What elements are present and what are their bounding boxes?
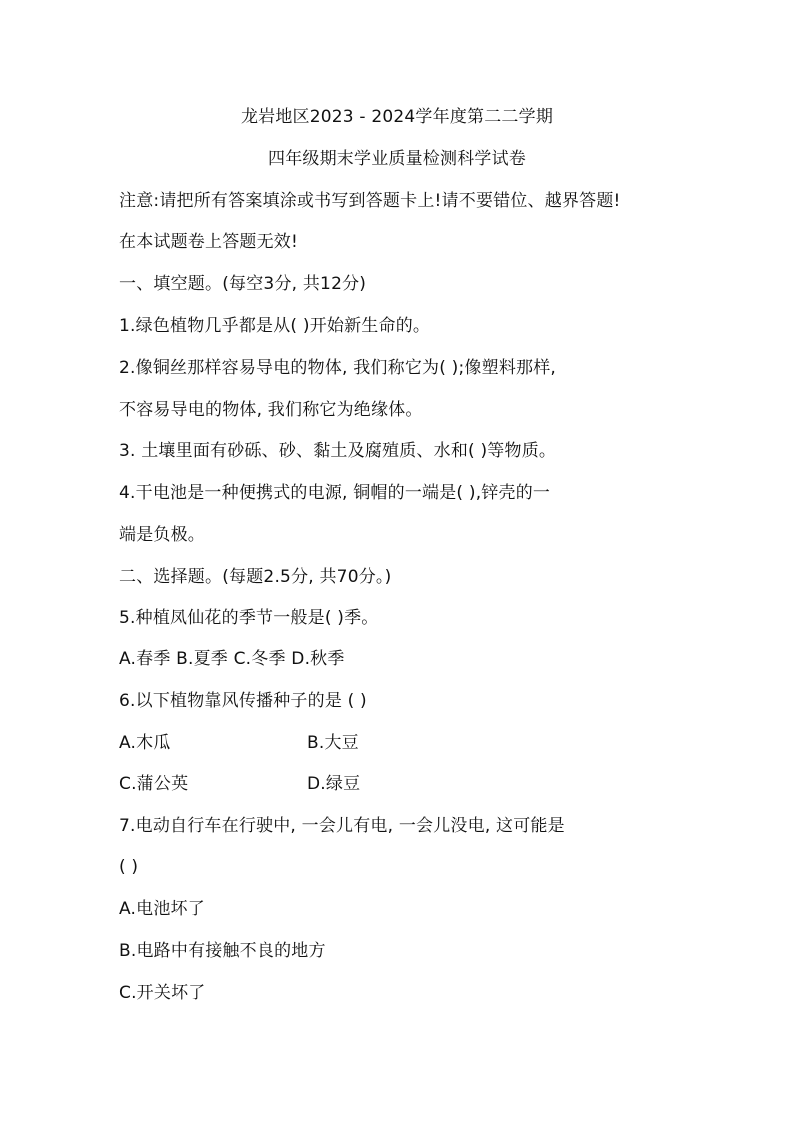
question-6-option-a: A.木瓜 [119,733,171,753]
question-6-option-c: C.蒲公英 [119,774,189,794]
question-2-line-1: 2.像铜丝那样容易导电的物体, 我们称它为( );像塑料那样, [119,358,557,378]
question-6: 6.以下植物靠风传播种子的是 ( ) [119,691,367,711]
question-7-line-1: 7.电动自行车在行驶中, 一会儿有电, 一会儿没电, 这可能是 [119,816,565,836]
section-1-heading: 一、填空题。(每空3分, 共12分) [119,274,367,294]
question-7-option-a: A.电池坏了 [119,899,205,919]
question-4-line-2: 端是负极。 [119,525,205,545]
question-6-option-d: D.绿豆 [307,774,361,794]
exam-subtitle: 四年级期末学业质量检测科学试卷 [268,149,526,169]
question-1: 1.绿色植物几乎都是从( )开始新生命的。 [119,316,431,336]
notice-line-2: 在本试题卷上答题无效! [119,232,299,252]
question-3: 3. 土壤里面有砂砾、砂、黏土及腐殖质、水和( )等物质。 [119,441,557,461]
question-7-option-b: B.电路中有接触不良的地方 [119,941,326,961]
question-5: 5.种植凤仙花的季节一般是( )季。 [119,608,379,628]
notice-line-1: 注意:请把所有答案填涂或书写到答题卡上!请不要错位、越界答题! [119,191,621,211]
section-2-heading: 二、选择题。(每题2.5分, 共70分。) [119,567,392,587]
question-7-option-c: C.开关坏了 [119,983,206,1003]
question-6-option-b: B.大豆 [307,733,359,753]
question-4-line-1: 4.干电池是一种便携式的电源, 铜帽的一端是( ),锌壳的一 [119,483,551,503]
question-7-line-2: ( ) [119,857,139,877]
question-5-options: A.春季 B.夏季 C.冬季 D.秋季 [119,649,345,669]
question-2-line-2: 不容易导电的物体, 我们称它为绝缘体。 [119,400,423,420]
exam-title: 龙岩地区2023 - 2024学年度第二二学期 [240,107,554,127]
